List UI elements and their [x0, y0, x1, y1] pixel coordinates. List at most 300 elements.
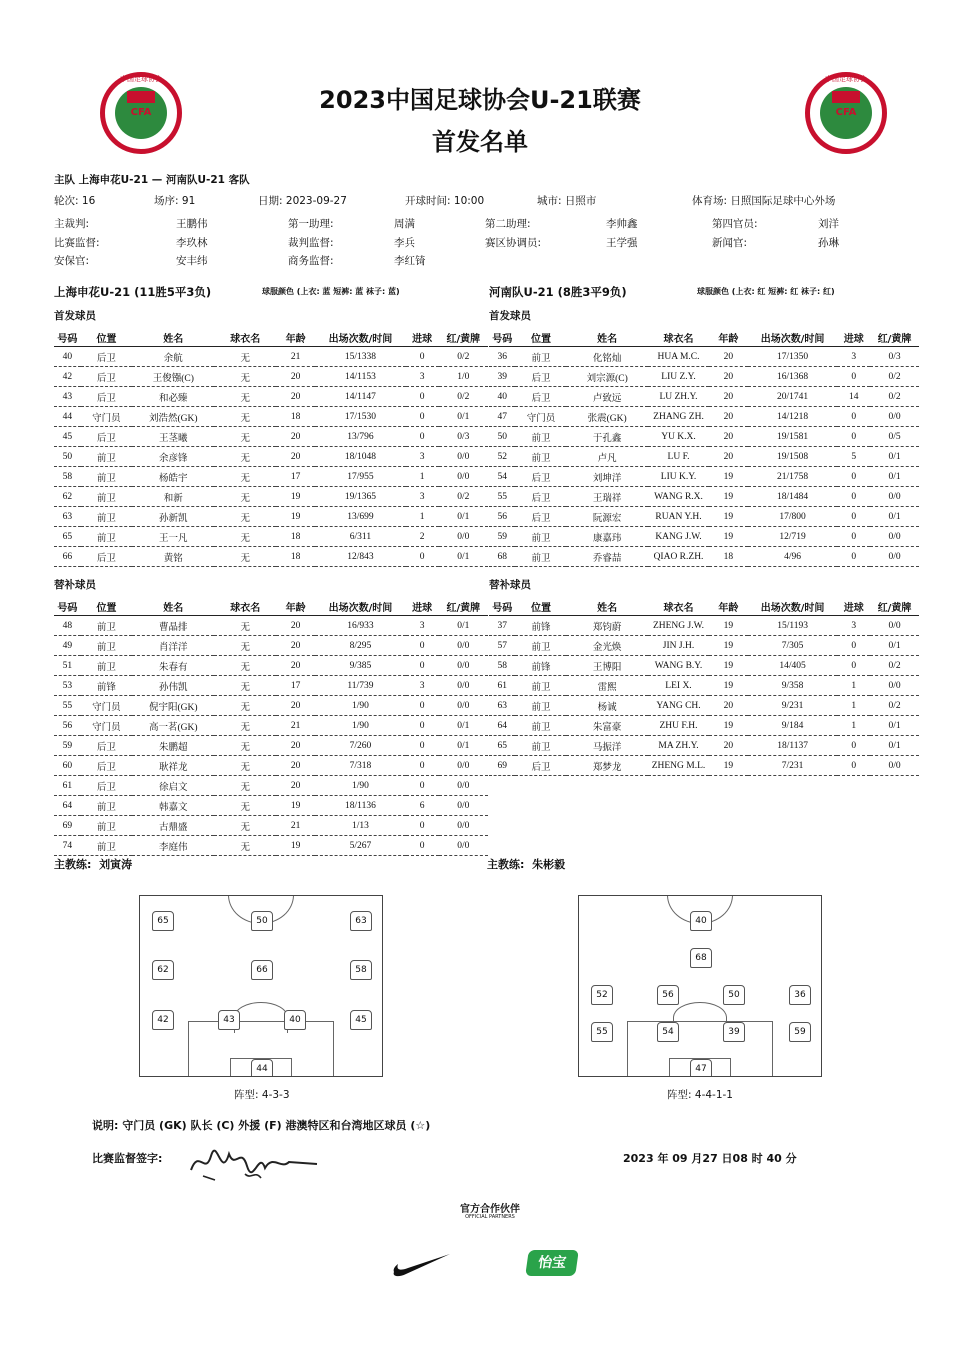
player-cell: 6 [406, 796, 439, 816]
player-cell: 后卫 [515, 756, 566, 776]
player-cell: 卢凡 [566, 447, 648, 467]
player-row [54, 447, 488, 467]
official-label: 裁判监督: [288, 237, 334, 249]
player-cell: 0 [406, 696, 439, 716]
player-cell: 前卫 [81, 487, 132, 507]
player-cell: 40 [54, 347, 81, 367]
player-cell: 40 [489, 387, 515, 407]
player-cell: 前卫 [515, 347, 566, 367]
logo-ring-text: 中国足球协会 [825, 75, 867, 83]
player-cell: 18 [276, 547, 315, 567]
player-cell: 19 [709, 487, 748, 507]
player-cell: 20 [709, 347, 748, 367]
away-subs-label: 替补球员 [489, 579, 531, 591]
cestbon-logo: 怡宝 [525, 1250, 579, 1276]
home-starters-table [54, 328, 488, 567]
shirt-icon: 40 [690, 911, 712, 931]
player-cell: 19 [276, 836, 315, 856]
shirt-icon: 58 [350, 960, 372, 980]
away-starters-table [489, 328, 919, 567]
player-cell: 0/1 [439, 507, 488, 527]
player-cell: 63 [54, 507, 81, 527]
player-cell: 69 [54, 816, 81, 836]
player-cell: 20/1741 [748, 387, 838, 407]
player-cell: ZHU F.H. [648, 716, 709, 736]
player-cell: 21 [276, 816, 315, 836]
player-cell: 马振洋 [566, 736, 648, 756]
player-cell: 韩嘉文 [132, 796, 214, 816]
away-starters-label: 首发球员 [489, 310, 531, 322]
player-cell: 0/1 [439, 616, 488, 636]
column-header: 年龄 [276, 597, 315, 616]
official-name: 周满 [394, 218, 415, 230]
round: 轮次: 16 [54, 195, 96, 207]
official-label: 第二助理: [485, 218, 531, 230]
player-cell: 前卫 [81, 796, 132, 816]
player-cell: QIAO R.ZH. [648, 547, 709, 567]
player-cell: 0 [406, 347, 439, 367]
shirt-icon: 56 [657, 985, 679, 1005]
official-name: 王学强 [606, 237, 638, 249]
player-cell: 19 [709, 467, 748, 487]
player-cell: 20 [709, 387, 748, 407]
player-cell: 19 [709, 636, 748, 656]
player-cell: 0 [837, 656, 870, 676]
player-cell: 37 [489, 616, 515, 636]
player-cell: 20 [709, 736, 748, 756]
player-row [489, 656, 919, 676]
player-row [54, 407, 488, 427]
player-cell: 19 [709, 507, 748, 527]
player-cell: 17 [276, 467, 315, 487]
player-cell: 朱富豪 [566, 716, 648, 736]
player-cell: 12/843 [315, 547, 406, 567]
player-cell: 21/1758 [748, 467, 838, 487]
column-header: 进球 [406, 597, 439, 616]
column-header: 号码 [54, 328, 81, 347]
column-header: 姓名 [132, 597, 214, 616]
player-cell: 无 [214, 656, 276, 676]
player-row [54, 467, 488, 487]
player-cell: ZHENG M.L. [648, 756, 709, 776]
player-cell: 20 [709, 427, 748, 447]
player-cell: 守门员 [515, 407, 566, 427]
player-cell: 0/0 [870, 547, 919, 567]
player-cell: 0/1 [870, 716, 919, 736]
player-cell: 19/1365 [315, 487, 406, 507]
player-cell: 0 [406, 407, 439, 427]
player-cell: 0/1 [439, 547, 488, 567]
player-cell: 刘宗源(C) [566, 367, 648, 387]
official-label: 商务监督: [288, 255, 334, 267]
player-cell: 1/90 [315, 776, 406, 796]
player-row [489, 447, 919, 467]
player-cell: 5 [837, 447, 870, 467]
player-cell: 49 [54, 636, 81, 656]
player-cell: 17/1530 [315, 407, 406, 427]
shirt-icon: 40 [284, 1010, 306, 1030]
player-row [489, 676, 919, 696]
player-cell: 王一凡 [132, 527, 214, 547]
player-cell: 15/1338 [315, 347, 406, 367]
player-cell: 前卫 [81, 507, 132, 527]
player-cell: 62 [54, 487, 81, 507]
shirt-icon: 50 [723, 985, 745, 1005]
player-cell: 53 [54, 676, 81, 696]
player-row [54, 487, 488, 507]
player-cell: 0 [837, 736, 870, 756]
player-cell: 0/1 [439, 736, 488, 756]
player-cell: 无 [214, 636, 276, 656]
player-cell: 无 [214, 407, 276, 427]
player-cell: 20 [276, 387, 315, 407]
player-cell: 7/260 [315, 736, 406, 756]
player-row [54, 656, 488, 676]
match-line: 主队 上海申花U-21 — 河南队U-21 客队 [54, 174, 250, 186]
supervisor-signature [185, 1140, 325, 1186]
player-cell: 和必臻 [132, 387, 214, 407]
player-cell: 14/1147 [315, 387, 406, 407]
shirt-icon: 54 [657, 1022, 679, 1042]
column-header: 进球 [406, 328, 439, 347]
player-cell: 42 [54, 367, 81, 387]
column-header: 进球 [837, 328, 870, 347]
column-header: 进球 [837, 597, 870, 616]
player-cell: 后卫 [81, 387, 132, 407]
player-cell: ZHANG ZH. [648, 407, 709, 427]
player-cell: LIU Z.Y. [648, 367, 709, 387]
official-label: 第四官员: [712, 218, 758, 230]
legend-note: 说明: 守门员 (GK) 队长 (C) 外援 (F) 港澳特区和台湾地区球员 (☆) [92, 1119, 431, 1132]
player-cell: 18/1136 [315, 796, 406, 816]
player-row [489, 487, 919, 507]
timestamp: 2023 年 09 月27 日08 时 40 分 [623, 1152, 797, 1165]
player-cell: 0 [406, 816, 439, 836]
player-cell: 无 [214, 387, 276, 407]
shirt-icon: 47 [690, 1059, 712, 1077]
player-cell: 61 [489, 676, 515, 696]
player-cell: 前卫 [515, 716, 566, 736]
player-cell: 孙伟凯 [132, 676, 214, 696]
player-cell: 前卫 [515, 527, 566, 547]
player-row [54, 507, 488, 527]
official-name: 王鹏伟 [176, 218, 208, 230]
player-row [54, 696, 488, 716]
column-header: 位置 [81, 597, 132, 616]
official-label: 安保官: [54, 255, 90, 267]
shirt-icon: 36 [789, 985, 811, 1005]
column-header: 球衣名 [648, 597, 709, 616]
player-cell: 余航 [132, 347, 214, 367]
player-cell: 74 [54, 836, 81, 856]
column-header: 红/黄牌 [439, 328, 488, 347]
player-cell: 0/2 [870, 367, 919, 387]
player-cell: RUAN Y.H. [648, 507, 709, 527]
player-cell: 51 [54, 656, 81, 676]
player-cell: 65 [489, 736, 515, 756]
away-kit: 球服颜色 (上衣: 红 短裤: 红 袜子: 红) [697, 287, 835, 296]
player-cell: 后卫 [81, 547, 132, 567]
column-header: 姓名 [566, 328, 648, 347]
player-cell: 0 [406, 716, 439, 736]
player-cell: 无 [214, 676, 276, 696]
player-cell: 0 [837, 507, 870, 527]
player-cell: 18/1048 [315, 447, 406, 467]
player-cell: 0/0 [870, 407, 919, 427]
player-cell: KANG J.W. [648, 527, 709, 547]
shirt-icon: 62 [152, 960, 174, 980]
player-cell: 69 [489, 756, 515, 776]
player-cell: 68 [489, 547, 515, 567]
player-cell: 0/3 [439, 427, 488, 447]
player-cell: 郑梦龙 [566, 756, 648, 776]
player-cell: 0 [406, 547, 439, 567]
official-label: 主裁判: [54, 218, 90, 230]
player-row [489, 427, 919, 447]
player-cell: 19 [709, 756, 748, 776]
player-row [489, 407, 919, 427]
player-row [54, 756, 488, 776]
player-cell: 14/1153 [315, 367, 406, 387]
player-row [489, 636, 919, 656]
signature-label: 比赛监督签字: [92, 1152, 163, 1165]
player-cell: 0/0 [870, 527, 919, 547]
player-cell: 无 [214, 447, 276, 467]
player-cell: 和新 [132, 487, 214, 507]
player-cell: 0/0 [870, 756, 919, 776]
player-cell: 金光焕 [566, 636, 648, 656]
player-cell: 后卫 [81, 367, 132, 387]
home-formation-pitch [139, 895, 383, 1077]
shirt-icon: 44 [251, 1059, 273, 1077]
player-cell: 3 [406, 616, 439, 636]
shirt-icon: 52 [591, 985, 613, 1005]
official-label: 赛区协调员: [485, 237, 542, 249]
player-cell: 后卫 [515, 487, 566, 507]
player-row [489, 736, 919, 756]
player-cell: 14 [837, 387, 870, 407]
player-cell: 0/0 [439, 676, 488, 696]
player-cell: 王俊镪(C) [132, 367, 214, 387]
player-cell: 19 [276, 487, 315, 507]
player-cell: 后卫 [81, 427, 132, 447]
player-cell: 19 [709, 616, 748, 636]
player-cell: 无 [214, 347, 276, 367]
home-subs-label: 替补球员 [54, 579, 96, 591]
player-cell: LIU K.Y. [648, 467, 709, 487]
player-cell: 9/358 [748, 676, 838, 696]
player-cell: 19 [276, 507, 315, 527]
player-cell: 0/1 [870, 636, 919, 656]
player-cell: 57 [489, 636, 515, 656]
player-cell: 59 [489, 527, 515, 547]
logo-ring-text: 中国足球协会 [120, 75, 162, 83]
column-header: 号码 [489, 597, 515, 616]
column-header: 球衣名 [214, 597, 276, 616]
player-cell: 王博阳 [566, 656, 648, 676]
player-cell: 39 [489, 367, 515, 387]
player-cell: 56 [489, 507, 515, 527]
player-cell: 58 [54, 467, 81, 487]
player-cell: 54 [489, 467, 515, 487]
player-cell: 前锋 [515, 616, 566, 636]
player-cell: 16/1368 [748, 367, 838, 387]
player-cell: LEI X. [648, 676, 709, 696]
player-row [489, 347, 919, 367]
player-cell: 19 [709, 676, 748, 696]
player-cell: 65 [54, 527, 81, 547]
player-row [54, 676, 488, 696]
player-cell: 后卫 [515, 507, 566, 527]
logo-cfa-text: CFA [835, 107, 857, 118]
player-cell: 0/0 [870, 676, 919, 696]
shirt-icon: 42 [152, 1010, 174, 1030]
player-cell: 0/1 [870, 447, 919, 467]
player-cell: 0/0 [439, 447, 488, 467]
player-cell: 20 [709, 447, 748, 467]
official-name: 李帅鑫 [606, 218, 638, 230]
player-cell: 于孔鑫 [566, 427, 648, 447]
player-cell: 0 [837, 367, 870, 387]
player-row [489, 716, 919, 736]
player-cell: 0/1 [439, 407, 488, 427]
player-cell: 3 [837, 347, 870, 367]
player-cell: 乔睿喆 [566, 547, 648, 567]
player-cell: 8/295 [315, 636, 406, 656]
official-label: 比赛监督: [54, 237, 100, 249]
partners-cn: 官方合作伙伴 [460, 1204, 520, 1215]
player-cell: 无 [214, 756, 276, 776]
player-cell: 前卫 [515, 447, 566, 467]
shirt-icon: 55 [591, 1022, 613, 1042]
player-cell: 无 [214, 427, 276, 447]
player-cell: 耿祥龙 [132, 756, 214, 776]
player-cell: 徐启文 [132, 776, 214, 796]
player-cell: 0 [837, 407, 870, 427]
player-cell: 李庭伟 [132, 836, 214, 856]
player-cell: 56 [54, 716, 81, 736]
column-header: 红/黄牌 [870, 328, 919, 347]
player-cell: 1/90 [315, 696, 406, 716]
player-cell: 20 [276, 636, 315, 656]
player-cell: 50 [489, 427, 515, 447]
player-cell: 无 [214, 487, 276, 507]
kickoff: 开球时间: 10:00 [405, 195, 485, 207]
home-team-title: 上海申花U-21 (11胜5平3负) [54, 285, 212, 299]
player-cell: 黄铭 [132, 547, 214, 567]
logo-cfa-text: CFA [130, 107, 152, 118]
shirt-icon: 68 [690, 948, 712, 968]
player-cell: 古鼎盛 [132, 816, 214, 836]
player-cell: JIN J.H. [648, 636, 709, 656]
player-cell: 5/267 [315, 836, 406, 856]
player-cell: 7/318 [315, 756, 406, 776]
player-cell: 0 [837, 636, 870, 656]
player-cell: 60 [54, 756, 81, 776]
player-cell: ZHENG J.W. [648, 616, 709, 636]
player-cell: 0/3 [870, 347, 919, 367]
player-cell: 0/1 [439, 716, 488, 736]
player-cell: 1/90 [315, 716, 406, 736]
player-cell: 14/405 [748, 656, 838, 676]
player-cell: 前卫 [81, 836, 132, 856]
player-cell: 17/800 [748, 507, 838, 527]
player-cell: 0/2 [439, 387, 488, 407]
player-row [54, 716, 488, 736]
player-cell: 19 [276, 796, 315, 816]
player-row [54, 387, 488, 407]
player-cell: 后卫 [81, 347, 132, 367]
player-cell: 0/0 [439, 816, 488, 836]
player-cell: 无 [214, 367, 276, 387]
player-cell: 曹晶排 [132, 616, 214, 636]
player-cell: 36 [489, 347, 515, 367]
column-header: 年龄 [709, 328, 748, 347]
player-cell: 前卫 [515, 696, 566, 716]
home-kit: 球服颜色 (上衣: 蓝 短裤: 蓝 袜子: 蓝) [262, 287, 400, 296]
official-name: 李兵 [394, 237, 415, 249]
player-cell: 后卫 [81, 736, 132, 756]
player-row [54, 796, 488, 816]
player-cell: 0/2 [870, 656, 919, 676]
player-row [54, 347, 488, 367]
nike-swoosh-icon [390, 1250, 452, 1278]
player-cell: 52 [489, 447, 515, 467]
player-row [489, 387, 919, 407]
player-row [54, 427, 488, 447]
player-cell: 50 [54, 447, 81, 467]
player-cell: 前卫 [81, 527, 132, 547]
player-cell: 无 [214, 836, 276, 856]
player-cell: 0 [406, 636, 439, 656]
player-cell: 19 [709, 716, 748, 736]
page-subtitle: 首发名单 [432, 128, 528, 156]
player-row [54, 836, 488, 856]
player-cell: 卢致远 [566, 387, 648, 407]
player-cell: 1/0 [439, 367, 488, 387]
player-cell: 无 [214, 616, 276, 636]
player-row [489, 616, 919, 636]
player-cell: 朱鹏超 [132, 736, 214, 756]
player-cell: 1 [406, 507, 439, 527]
player-row [489, 696, 919, 716]
player-row [489, 367, 919, 387]
player-cell: 前卫 [81, 467, 132, 487]
player-cell: 0 [837, 547, 870, 567]
player-cell: 守门员 [81, 716, 132, 736]
player-cell: 44 [54, 407, 81, 427]
player-cell: 1 [406, 467, 439, 487]
player-cell: 0/2 [439, 487, 488, 507]
column-header: 球衣名 [214, 328, 276, 347]
player-cell: 55 [54, 696, 81, 716]
player-cell: 20 [276, 736, 315, 756]
player-cell: 后卫 [515, 387, 566, 407]
column-header: 位置 [515, 597, 566, 616]
away-coach: 主教练: 朱彬毅 [487, 858, 566, 871]
player-cell: 45 [54, 427, 81, 447]
official-name: 安丰纬 [176, 255, 208, 267]
match-no: 场序: 91 [154, 195, 196, 207]
player-cell: 1 [837, 696, 870, 716]
partners-en: OFFICIAL PARTNERS [465, 1214, 515, 1220]
player-cell: 20 [276, 367, 315, 387]
player-cell: 0 [837, 487, 870, 507]
player-cell: 后卫 [81, 776, 132, 796]
shirt-icon: 45 [350, 1010, 372, 1030]
column-header: 号码 [489, 328, 515, 347]
player-cell: 17/1350 [748, 347, 838, 367]
